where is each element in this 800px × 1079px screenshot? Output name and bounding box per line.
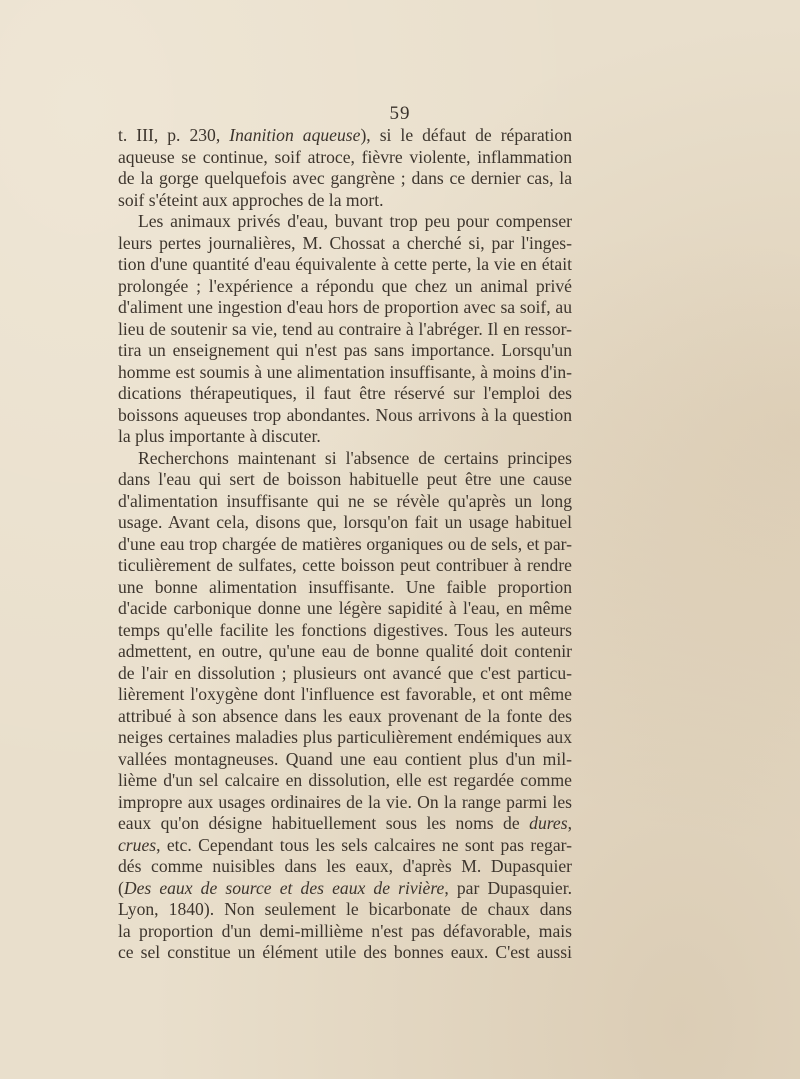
text-run: attribué à son absence dans les eaux provenant de la fonte des bbox=[118, 705, 572, 726]
text-run: dés comme nuisibles dans les eaux, d'après M. Dupasquier bbox=[118, 856, 572, 876]
text-run: , etc. Cependant tous les sels calcaires ne sont pas regar- bbox=[156, 834, 572, 855]
text-run: dans l'eau qui sert de boisson habituelle peut être une cause bbox=[118, 469, 572, 489]
text-run: homme est soumis à une alimentation insuffisante, à moins d'in- bbox=[118, 361, 572, 382]
text-line bbox=[118, 448, 572, 470]
text-line bbox=[118, 792, 572, 814]
text-line bbox=[118, 749, 572, 771]
text-run: , par Dupasquier. bbox=[444, 877, 572, 898]
text-run: de la gorge quelquefois avec gangrène ; dans ce dernier cas, la bbox=[118, 168, 572, 188]
text-run: ( bbox=[118, 877, 124, 898]
text-run: lièrement l'oxygène dont l'influence est favorable, et ont même bbox=[118, 684, 572, 704]
text-run: boissons aqueuses trop abondantes. Nous arrivons à la question bbox=[118, 404, 572, 425]
text-line bbox=[118, 512, 572, 534]
text-line bbox=[118, 383, 572, 405]
text-line bbox=[118, 727, 572, 749]
paragraph bbox=[118, 448, 572, 964]
text-run: Lyon, 1840). Non seulement le bicarbonate de chaux dans bbox=[118, 899, 572, 919]
italic-text: crues bbox=[118, 834, 157, 855]
text-run: tion d'une quantité d'eau équivalente à cette perte, la vie en était bbox=[118, 254, 572, 274]
text-line bbox=[118, 555, 572, 577]
text-line bbox=[118, 147, 572, 169]
text-line bbox=[118, 125, 572, 147]
text-run: ce sel constitue un élément utile des bonnes eaux. C'est aussi bbox=[118, 942, 572, 962]
text-line bbox=[118, 598, 572, 620]
text-run: lieu de soutenir sa vie, tend au contraire à l'abréger. Il en ressor- bbox=[118, 318, 572, 339]
text-line bbox=[118, 534, 572, 556]
text-run: eaux qu'on désigne habituellement sous les noms de bbox=[118, 813, 530, 833]
text-line bbox=[118, 770, 572, 792]
text-line bbox=[118, 297, 572, 319]
text-line bbox=[118, 706, 572, 728]
italic-text: Inanition aqueuse bbox=[229, 125, 361, 145]
text-run: d'acide carbonique donne une légère sapidité à l'eau, en même bbox=[118, 598, 572, 618]
text-run: aqueuse se continue, soif atroce, fièvre violente, inflammation bbox=[118, 146, 572, 167]
text-run: Les animaux privés d'eau, buvant trop peu pour compenser bbox=[138, 211, 572, 231]
text-line bbox=[118, 942, 572, 964]
text-run: Recherchons maintenant si l'absence de certains principes bbox=[138, 447, 572, 468]
text-line bbox=[118, 362, 572, 384]
text-line bbox=[118, 813, 572, 835]
text-line bbox=[118, 878, 572, 900]
text-run: d'une eau trop chargée de matières organiques ou de sels, et par- bbox=[118, 533, 572, 554]
text-line bbox=[118, 469, 572, 491]
text-line bbox=[118, 211, 572, 233]
text-run: de l'air en dissolution ; plusieurs ont avancé que c'est particu- bbox=[118, 662, 572, 683]
text-line bbox=[118, 577, 572, 599]
text-run: usage. Avant cela, disons que, lorsqu'on fait un usage habituel bbox=[118, 512, 572, 532]
text-line bbox=[118, 899, 572, 921]
text-run: ), si le défaut de réparation bbox=[360, 125, 573, 145]
text-run: d'aliment une ingestion d'eau hors de proportion avec sa soif, au bbox=[118, 297, 572, 317]
text-line bbox=[118, 233, 572, 255]
text-run: t. III, p. 230, bbox=[118, 125, 230, 145]
body-text bbox=[118, 125, 572, 964]
text-line bbox=[118, 663, 572, 685]
text-run: leurs pertes journalières, M. Chossat a cherché si, par l'inges- bbox=[118, 232, 572, 253]
text-line bbox=[118, 641, 572, 663]
text-run: impropre aux usages ordinaires de la vie. On la range parmi les bbox=[118, 791, 572, 812]
text-run: dications thérapeutiques, il faut être réservé sur l'emploi des bbox=[118, 383, 572, 403]
text-run: la proportion d'un demi-millième n'est pas défavorable, mais bbox=[118, 920, 572, 941]
text-run: la plus importante à discuter. bbox=[118, 426, 321, 446]
text-run: temps qu'elle facilite les fonctions digestives. Tous les auteurs bbox=[118, 619, 572, 640]
text-run: soif s'éteint aux approches de la mort. bbox=[118, 189, 384, 210]
page-number: 59 bbox=[389, 103, 411, 124]
text-run: lième d'un sel calcaire en dissolution, elle est regardée comme bbox=[118, 770, 572, 790]
italic-text: Des eaux de source et des eaux de rivière bbox=[123, 877, 445, 898]
text-line bbox=[118, 319, 572, 341]
text-run: neiges certaines maladies plus particulièrement endémiques aux bbox=[118, 727, 572, 747]
text-run: d'alimentation insuffisante qui ne se révèle qu'après un long bbox=[118, 490, 572, 511]
text-run: tira un enseignement qui n'est pas sans importance. Lorsqu'un bbox=[118, 340, 572, 360]
italic-text: dures bbox=[529, 813, 568, 833]
paragraph bbox=[118, 211, 572, 448]
text-run: ticulièrement de sulfates, cette boisson peut contribuer à rendre bbox=[118, 555, 572, 575]
text-line bbox=[118, 168, 572, 190]
text-line bbox=[118, 254, 572, 276]
text-line bbox=[118, 405, 572, 427]
text-run: vallées montagneuses. Quand une eau contient plus d'un mil- bbox=[118, 748, 572, 769]
text-line bbox=[118, 340, 572, 362]
text-line bbox=[118, 426, 572, 448]
text-line bbox=[118, 276, 572, 298]
text-line bbox=[118, 684, 572, 706]
text-line bbox=[118, 620, 572, 642]
text-line bbox=[118, 190, 572, 212]
text-run: prolongée ; l'expérience a répondu que chez un animal privé bbox=[118, 275, 572, 296]
text-line bbox=[118, 491, 572, 513]
text-run: admettent, en outre, qu'une eau de bonne qualité doit contenir bbox=[118, 641, 572, 661]
text-run: , bbox=[567, 813, 572, 833]
text-line bbox=[118, 856, 572, 878]
text-line bbox=[118, 921, 572, 943]
text-run: une bonne alimentation insuffisante. Une faible proportion bbox=[118, 576, 572, 597]
paragraph bbox=[118, 125, 572, 211]
text-line bbox=[118, 835, 572, 857]
